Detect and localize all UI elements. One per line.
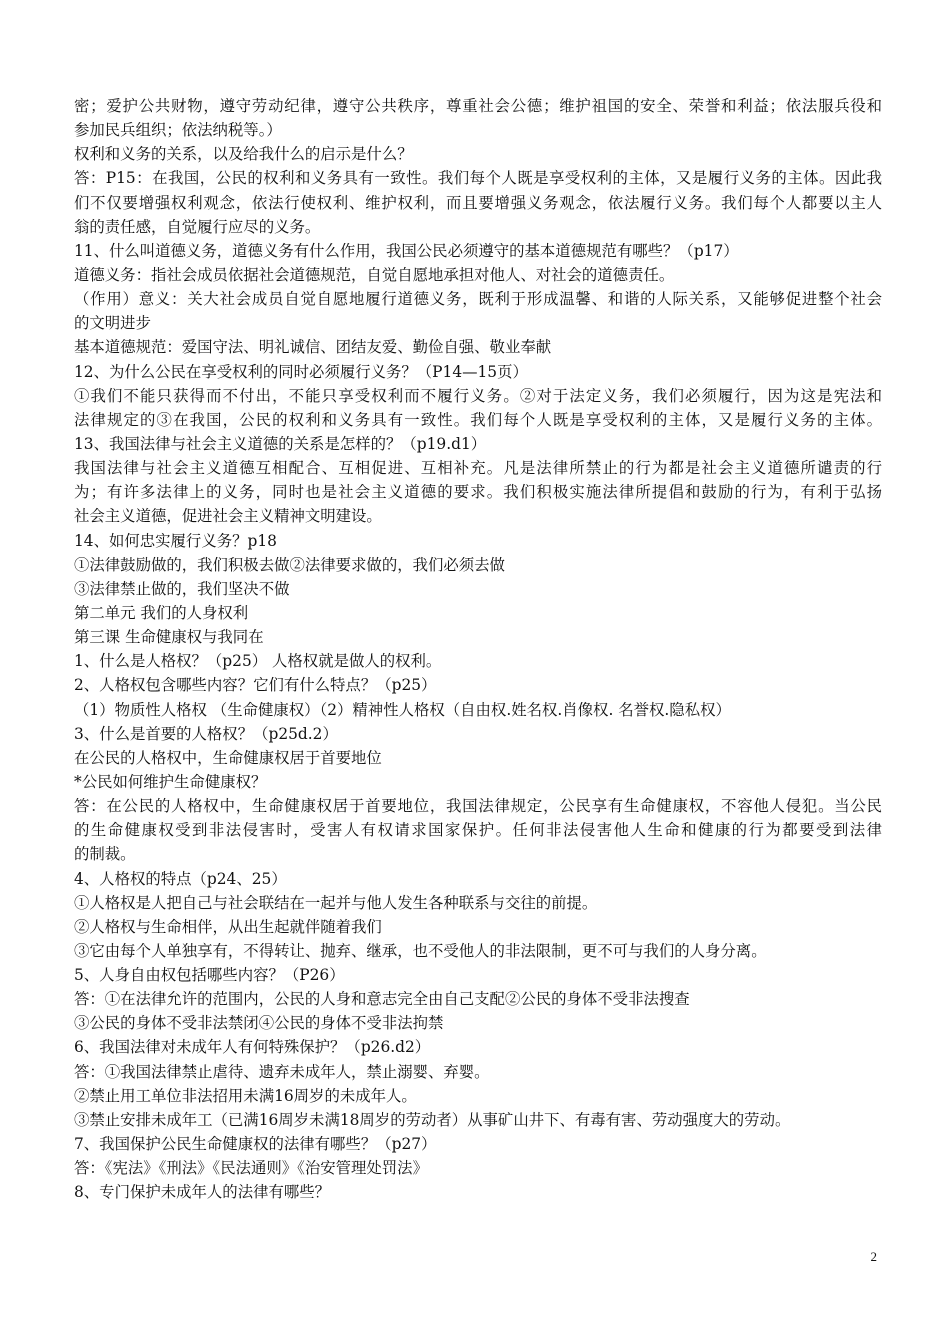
text-line: 我国法律与社会主义道德互相配合、互相促进、互相补充。凡是法律所禁止的行为都是社会主义道德所谴责的行 bbox=[74, 459, 882, 478]
document-body bbox=[74, 94, 882, 1204]
question-heading: 5、人身自由权包括哪些内容？（P26） bbox=[74, 966, 345, 985]
lesson-heading: 第三课 生命健康权与我同在 bbox=[74, 628, 264, 647]
question-heading: 8、专门保护未成年人的法律有哪些？ bbox=[74, 1183, 331, 1202]
text-line: 道德义务：指社会成员依据社会道德规范，自觉自愿地承担对他人、对社会的道德责任。 bbox=[74, 265, 675, 284]
question-heading: 12、为什么公民在享受权利的同时必须履行义务？（P14—15页） bbox=[74, 362, 528, 381]
question-heading: 6、我国法律对未成年人有何特殊保护？（p26.d2） bbox=[74, 1038, 431, 1057]
text-line: ①法律鼓励做的，我们积极去做②法律要求做的，我们必须去做 bbox=[74, 555, 505, 574]
text-line: ②禁止用工单位非法招用未满16周岁的未成年人。 bbox=[74, 1086, 417, 1105]
question-heading: 3、什么是首要的人格权？（p25d.2） bbox=[74, 724, 338, 743]
question-heading: 1、什么是人格权？（p25） 人格权就是做人的权利。 bbox=[74, 652, 442, 671]
text-line: 答：①我国法律禁止虐待、遗弃未成年人，禁止溺婴、弃婴。 bbox=[74, 1062, 490, 1081]
question-heading: 权利和义务的关系，以及给我什么的启示是什么？ bbox=[74, 145, 413, 164]
text-line: ②人格权与生命相伴，从出生起就伴随着我们 bbox=[74, 917, 382, 936]
text-line: 密；爱护公共财物，遵守劳动纪律，遵守公共秩序，尊重社会公德；维护祖国的安全、荣誉和利益；依法服兵役和 bbox=[74, 97, 882, 115]
question-heading: 14、如何忠实履行义务？p18 bbox=[74, 531, 277, 550]
text-line: 的文明进步 bbox=[74, 314, 151, 333]
question-heading: 11、什么叫道德义务，道德义务有什么作用，我国公民必须遵守的基本道德规范有哪些？（p17） bbox=[74, 241, 739, 260]
page-number: 2 bbox=[870, 1249, 877, 1264]
text-line: ①人格权是人把自己与社会联结在一起并与他人发生各种联系与交往的前提。 bbox=[74, 893, 598, 912]
text-line: 在公民的人格权中，生命健康权居于首要地位 bbox=[74, 748, 382, 767]
text-line: 答：①在法律允许的范围内，公民的人身和意志完全由自己支配②公民的身体不受非法搜查 bbox=[74, 990, 690, 1009]
text-line: 基本道德规范：爱国守法、明礼诚信、团结友爱、勤俭自强、敬业奉献 bbox=[74, 338, 552, 357]
text-line: ①我们不能只获得而不付出，不能只享受权利而不履行义务。②对于法定义务，我们必须履行，因为这是宪法和 bbox=[74, 386, 882, 405]
question-heading: *公民如何维护生命健康权？ bbox=[74, 772, 267, 791]
text-line: 参加民兵组织；依法纳税等。） bbox=[74, 121, 282, 140]
text-line: 答：《宪法》《刑法》《民法通则》《治安管理处罚法》 bbox=[74, 1159, 428, 1178]
text-line: 们不仅要增强权利观念，依法行使权利、维护权利，而且要增强义务观念，依法履行义务。我们每个人都要以主人 bbox=[74, 193, 882, 212]
text-line: 为；有许多法律上的义务，同时也是社会主义道德的要求。我们积极实施法律所提倡和鼓励的行为，有利于弘扬 bbox=[74, 483, 882, 502]
question-heading: 13、我国法律与社会主义道德的关系是怎样的？（p19.d1） bbox=[74, 434, 487, 453]
question-heading: 7、我国保护公民生命健康权的法律有哪些？（p27） bbox=[74, 1135, 437, 1154]
text-line: （作用）意义：关大社会成员自觉自愿地履行道德义务，既利于形成温馨、和谐的人际关系，又能够促进整个社会 bbox=[74, 290, 882, 309]
text-line: ③它由每个人单独享有，不得转让、抛弃、继承，也不受他人的非法限制，更不可与我们的人身分离。 bbox=[74, 941, 767, 960]
text-line: 社会主义道德，促进社会主义精神文明建设。 bbox=[74, 507, 382, 526]
text-line: ③法律禁止做的，我们坚决不做 bbox=[74, 579, 290, 598]
question-heading: 2、人格权包含哪些内容？它们有什么特点？（p25） bbox=[74, 676, 437, 695]
text-line: 的制裁。 bbox=[74, 845, 136, 864]
text-line: 法律规定的③在我国，公民的权利和义务具有一致性。我们每个人既是享受权利的主体，又是履行义务的主体。 bbox=[74, 410, 882, 429]
text-line: ③公民的身体不受非法禁闭④公民的身体不受非法拘禁 bbox=[74, 1014, 444, 1033]
text-line: 的生命健康权受到非法侵害时，受害人有权请求国家保护。任何非法侵害他人生命和健康的行为都要受到法律 bbox=[74, 821, 882, 840]
text-line: （1）物质性人格权 （生命健康权）（2）精神性人格权（自由权.姓名权.肖像权. 名誉权.隐私权） bbox=[74, 700, 731, 719]
text-line: 翁的责任感，自觉履行应尽的义务。 bbox=[74, 217, 321, 236]
unit-heading: 第二单元 我们的人身权利 bbox=[74, 603, 249, 622]
text-line: 答：在公民的人格权中，生命健康权居于首要地位，我国法律规定，公民享有生命健康权，不容他人侵犯。当公民 bbox=[74, 797, 882, 816]
question-heading: 4、人格权的特点（p24、25） bbox=[74, 869, 287, 888]
text-line: 答：P15：在我国，公民的权利和义务具有一致性。我们每个人既是享受权利的主体，又是履行义务的主体。因此我 bbox=[74, 169, 882, 188]
text-line: ③禁止安排未成年工（已满16周岁未满18周岁的劳动者）从事矿山井下、有毒有害、劳动强度大的劳动。 bbox=[74, 1110, 791, 1129]
